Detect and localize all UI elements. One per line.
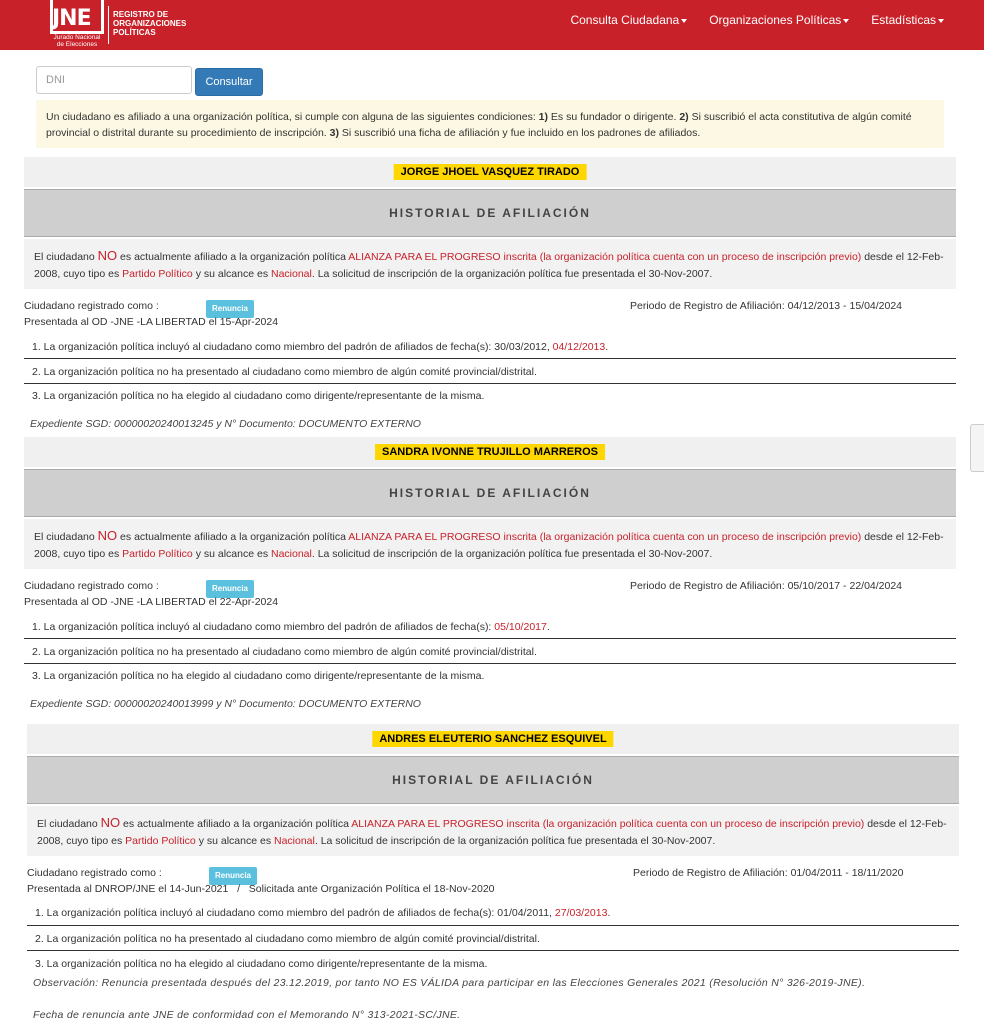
condition-2: 2. La organización política no ha presentado al ciudadano como miembro de algún comité provincial/distrital. (27, 932, 959, 951)
info-cond: Si suscribió una ficha de afiliación y fue incluido en los padrones de afiliados. (339, 127, 701, 139)
condition-2: 2. La organización política no ha presentado al ciudadano como miembro de algún comité provincial/distrital. (24, 365, 956, 384)
citizen-name: JORGE JHOEL VASQUEZ TIRADO (394, 164, 587, 180)
logo-divider (108, 6, 109, 44)
nav-organizaciones-politicas[interactable] (709, 13, 849, 27)
citizen-name: SANDRA IVONNE TRUJILLO MARREROS (375, 444, 605, 460)
caret-down-icon (843, 19, 849, 23)
consultar-button[interactable]: Consultar (195, 68, 263, 96)
nav-consulta-ciudadana[interactable] (570, 13, 687, 27)
dni-input[interactable] (36, 66, 192, 94)
nav-label: Organizaciones Políticas (709, 13, 842, 27)
logo-sub-text: Jurado Nacional de Elecciones (53, 34, 101, 48)
affiliation-description: El ciudadano NO es actualmente afiliado a la organización política ALIANZA PARA EL PROGRESO inscrita (la organización política cuenta con un proceso de inscripción previo) desde el 12-Feb-2008, cuyo tipo es Partido Político y su alcance es Nacional. La solicitud de inscripción de la organización política fue presentada el 30-Nov-2007. (24, 239, 956, 289)
caret-down-icon (681, 19, 687, 23)
condition-3: 3. La organización política no ha elegido al ciudadano como dirigente/representante de la misma. (35, 958, 488, 970)
jne-logo-mark (50, 0, 104, 50)
nav-label: Consulta Ciudadana (570, 13, 680, 27)
reg-label: Ciudadano registrado como : (24, 580, 159, 592)
historial-title: HISTORIAL DE AFILIACIÓN (27, 756, 959, 804)
info-num: 1) (538, 111, 548, 123)
periodo-registro: Periodo de Registro de Afiliación: 04/12/2013 - 15/04/2024 (630, 300, 903, 312)
recaptcha-tab[interactable] (970, 424, 984, 472)
nav-estadisticas[interactable] (871, 13, 944, 27)
info-cond: Es su fundador o dirigente. (548, 111, 680, 123)
affiliation-description: El ciudadano NO es actualmente afiliado a la organización política ALIANZA PARA EL PROGRESO inscrita (la organización política cuenta con un proceso de inscripción previo) desde el 12-Feb-2008, cuyo tipo es Partido Político y su alcance es Nacional. La solicitud de inscripción de la organización política fue presentada el 30-Nov-2007. (27, 806, 959, 856)
nav-menu (570, 0, 944, 40)
presentada-text: Presentada al OD -JNE -LA LIBERTAD el 15-Apr-2024 (24, 316, 279, 328)
nav-label: Estadísticas (871, 13, 936, 27)
fecha-renuncia-text: Fecha de renuncia ante JNE de conformidad con el Memorando N° 313-2021-SC/JNE. (33, 1009, 461, 1021)
name-strip (24, 157, 956, 187)
affiliation-record (24, 157, 956, 437)
citizen-name: ANDRES ELEUTERIO SANCHEZ ESQUIVEL (372, 731, 613, 747)
jne-logo[interactable] (50, 0, 193, 50)
name-strip (24, 437, 956, 467)
condition-1: 1. La organización política incluyó al ciudadano como miembro del padrón de afiliados de fecha(s): 05/10/2017. (24, 620, 956, 639)
periodo-registro: Periodo de Registro de Afiliación: 01/04/2011 - 18/11/2020 (633, 867, 904, 879)
condition-1: 1. La organización política incluyó al ciudadano como miembro del padrón de afiliados de fecha(s): 01/04/2011, 27/03/2013. (27, 906, 959, 926)
info-num: 3) (329, 127, 339, 139)
periodo-registro: Periodo de Registro de Afiliación: 05/10/2017 - 22/04/2024 (630, 580, 903, 592)
caret-down-icon (938, 19, 944, 23)
presentada-text: Presentada al DNROP/JNE el 14-Jun-2021 / Solicitada ante Organización Política el 18-Nov-2020 (27, 883, 495, 895)
logo-main-text: JNE (52, 6, 91, 31)
condition-1: 1. La organización política incluyó al ciudadano como miembro del padrón de afiliados de fecha(s): 30/03/2012, 04/12/2013. (24, 340, 956, 359)
name-strip (27, 724, 959, 754)
status-badge: Renuncia (206, 300, 254, 318)
reg-label: Ciudadano registrado como : (27, 867, 162, 879)
expediente-text: Expediente SGD: 00000020240013999 y N° Documento: DOCUMENTO EXTERNO (30, 698, 421, 710)
presentada-text: Presentada al OD -JNE -LA LIBERTAD el 22-Apr-2024 (24, 596, 279, 608)
reg-label: Ciudadano registrado como : (24, 300, 159, 312)
historial-title: HISTORIAL DE AFILIACIÓN (24, 469, 956, 517)
logo-title: REGISTRO DE ORGANIZACIONES POLÍTICAS (113, 10, 187, 37)
expediente-text: Expediente SGD: 00000020240013245 y N° Documento: DOCUMENTO EXTERNO (30, 418, 421, 430)
affiliation-description: El ciudadano NO es actualmente afiliado a la organización política ALIANZA PARA EL PROGRESO inscrita (la organización política cuenta con un proceso de inscripción previo) desde el 12-Feb-2008, cuyo tipo es Partido Político y su alcance es Nacional. La solicitud de inscripción de la organización política fue presentada el 30-Nov-2007. (24, 519, 956, 569)
historial-title: HISTORIAL DE AFILIACIÓN (24, 189, 956, 237)
info-intro: Un ciudadano es afiliado a una organización política, si cumple con alguna de las siguientes condiciones: (46, 111, 539, 123)
status-badge: Renuncia (209, 867, 257, 885)
affiliation-record (27, 724, 956, 1024)
condition-3: 3. La organización política no ha elegido al ciudadano como dirigente/representante de la misma. (32, 390, 485, 402)
condition-2: 2. La organización política no ha presentado al ciudadano como miembro de algún comité provincial/distrital. (24, 645, 956, 664)
navbar (0, 0, 984, 50)
info-cond: Si suscribió el acta constitutiva de algún comité provincial o distrital durante su procedimiento de inscripción. (46, 111, 912, 139)
status-badge: Renuncia (206, 580, 254, 598)
observacion-text: Observación: Renuncia presentada después del 23.12.2019, por tanto NO ES VÁLIDA para participar en las Elecciones Generales 2021 (Resolución N° 326-2019-JNE). (33, 977, 866, 989)
affiliation-record (24, 437, 956, 722)
info-num: 2) (679, 111, 689, 123)
condition-3: 3. La organización política no ha elegido al ciudadano como dirigente/representante de la misma. (32, 670, 485, 682)
info-alert (36, 100, 944, 148)
